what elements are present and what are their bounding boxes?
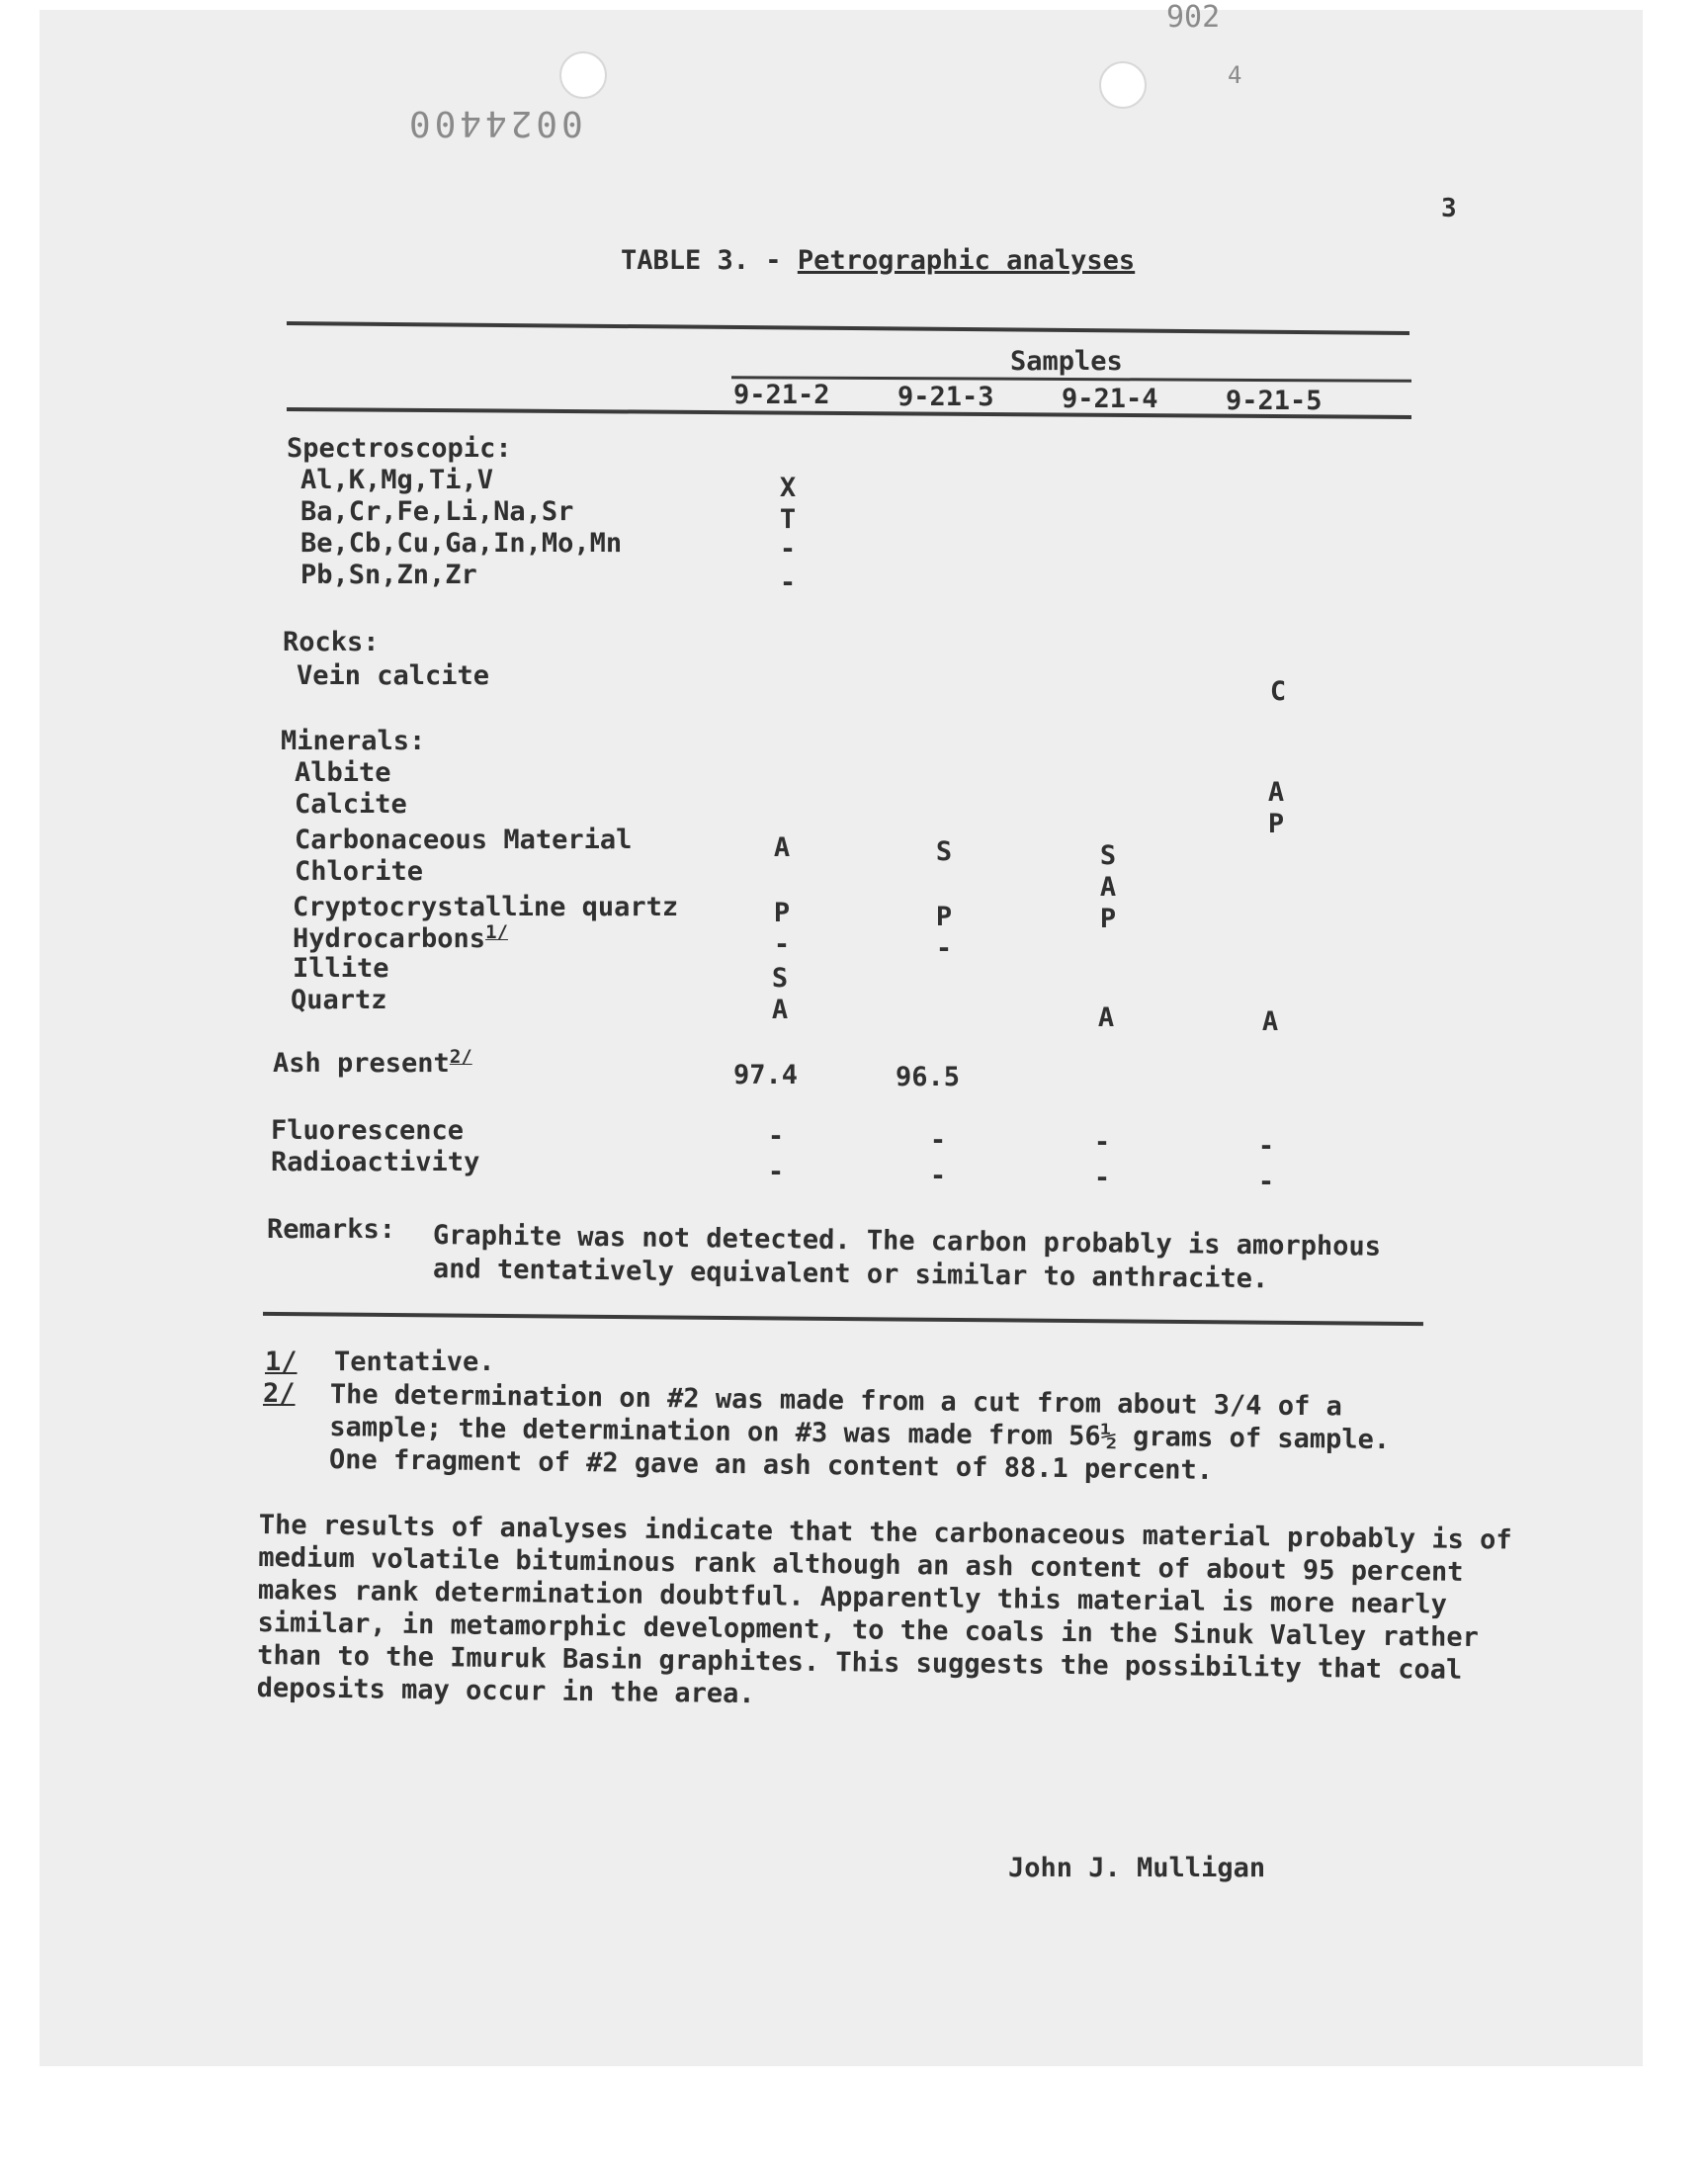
table-cell: 96.5 — [896, 1062, 961, 1092]
table-cell: - — [767, 1121, 785, 1152]
table-cell: - — [929, 1161, 947, 1191]
row-label: Carbonaceous Material — [295, 825, 633, 855]
table-cell: A — [1267, 777, 1285, 808]
column-header-4: 9-21-5 — [1226, 386, 1323, 416]
remarks-label: Remarks: — [267, 1214, 396, 1245]
footnote-1-text: Tentative. — [334, 1347, 495, 1377]
remarks-line-1: Graphite was not detected. The carbon probably is amorphous — [432, 1220, 1382, 1262]
table-cell: T — [779, 504, 797, 535]
body-paragraph: The results of analyses indicate that the carbonaceous material probably is of medium volatile bituminous rank although an ash content of about 95 percent makes rank determination doubtful. Apparently this material is more nearly similar, in metamorphic development, to the coals in the Sinuk Valley rather than to the Imuruk Basin graphites. This suggests the possibility that coal deposits may occur in the area. — [256, 1509, 1512, 1710]
page-number: 3 — [1441, 194, 1457, 223]
punch-hole-right — [1099, 61, 1147, 109]
stamp-number: 0024400 — [405, 103, 583, 143]
table-cell: S — [1099, 840, 1117, 871]
row-label: Albite — [295, 757, 391, 788]
section-spectroscopic: Spectroscopic: — [287, 433, 512, 464]
row-label: Radioactivity — [271, 1147, 480, 1177]
footnote-1-mark: 1/ — [265, 1347, 298, 1377]
handwritten-top-right: 902 — [1166, 0, 1221, 35]
table-cell: - — [929, 1125, 947, 1156]
table-title-prefix: TABLE 3. - — [621, 245, 782, 276]
table-cell: - — [1093, 1163, 1111, 1193]
row-label: Chlorite — [295, 856, 424, 887]
samples-header: Samples — [1010, 346, 1123, 377]
table-cell: - — [935, 933, 953, 964]
footnote-ref: 1/ — [485, 921, 508, 943]
table-title-main: Petrographic analyses — [797, 245, 1136, 276]
table-cell: A — [771, 995, 789, 1025]
table-cell: S — [771, 963, 789, 994]
table-cell: C — [1269, 676, 1287, 707]
remarks-line-2: and tentatively equivalent or similar to anthracite. — [432, 1254, 1269, 1295]
row-label: Ash present — [273, 1048, 450, 1079]
footnote-2-text: The determination on #2 was made from a cut from about 3/4 of a sample; the determination on #3 was made from 56½ grams of sample. One fragment of #2 gave an ash content of 88.1 percent. — [328, 1378, 1391, 1486]
table-cell: - — [767, 1157, 785, 1187]
table-cell: - — [1093, 1127, 1111, 1158]
punch-hole-left — [559, 51, 607, 99]
row-label: Be,Cb,Cu,Ga,In,Mo,Mn — [300, 528, 623, 559]
row-label-ash — [273, 1046, 472, 1079]
column-header-1: 9-21-2 — [733, 380, 830, 410]
handwritten-mark: 4 — [1228, 61, 1242, 89]
row-label: Al,K,Mg,Ti,V — [300, 465, 494, 495]
table-cell: S — [935, 836, 953, 867]
table-cell: - — [1257, 1131, 1275, 1162]
document-page — [40, 10, 1643, 2066]
row-label: Fluorescence — [271, 1115, 465, 1146]
row-label: Ba,Cr,Fe,Li,Na,Sr — [300, 496, 574, 527]
column-header-3: 9-21-4 — [1062, 384, 1158, 414]
row-label: Illite — [293, 953, 389, 984]
row-label-hydrocarbons — [293, 921, 508, 954]
footnote-2-mark: 2/ — [263, 1378, 296, 1409]
table-cell: A — [1099, 872, 1117, 903]
section-rocks: Rocks: — [283, 627, 380, 657]
footnote-ref: 2/ — [449, 1046, 472, 1068]
row-label: Quartz — [291, 985, 387, 1015]
table-cell: A — [773, 832, 791, 863]
table-cell: A — [1261, 1006, 1279, 1037]
row-label: Vein calcite — [297, 660, 490, 691]
table-cell: - — [779, 534, 797, 565]
table-cell: A — [1097, 1002, 1115, 1033]
table-cell: 97.4 — [733, 1060, 799, 1090]
table-cell: X — [779, 473, 797, 503]
table-title — [621, 245, 1135, 276]
column-header-2: 9-21-3 — [897, 382, 994, 412]
table-cell: P — [1267, 809, 1285, 839]
table-cell: - — [779, 567, 797, 598]
table-cell: P — [935, 902, 953, 932]
table-cell: - — [773, 929, 791, 960]
signature: John J. Mulligan — [1008, 1853, 1266, 1883]
table-cell: - — [1257, 1167, 1275, 1197]
row-label: Pb,Sn,Zn,Zr — [300, 560, 477, 590]
row-label: Cryptocrystalline quartz — [293, 892, 679, 922]
section-minerals: Minerals: — [281, 726, 426, 756]
row-label: Hydrocarbons — [293, 923, 486, 954]
table-cell: P — [773, 898, 791, 928]
row-label: Calcite — [295, 789, 407, 820]
table-cell: P — [1099, 904, 1117, 934]
